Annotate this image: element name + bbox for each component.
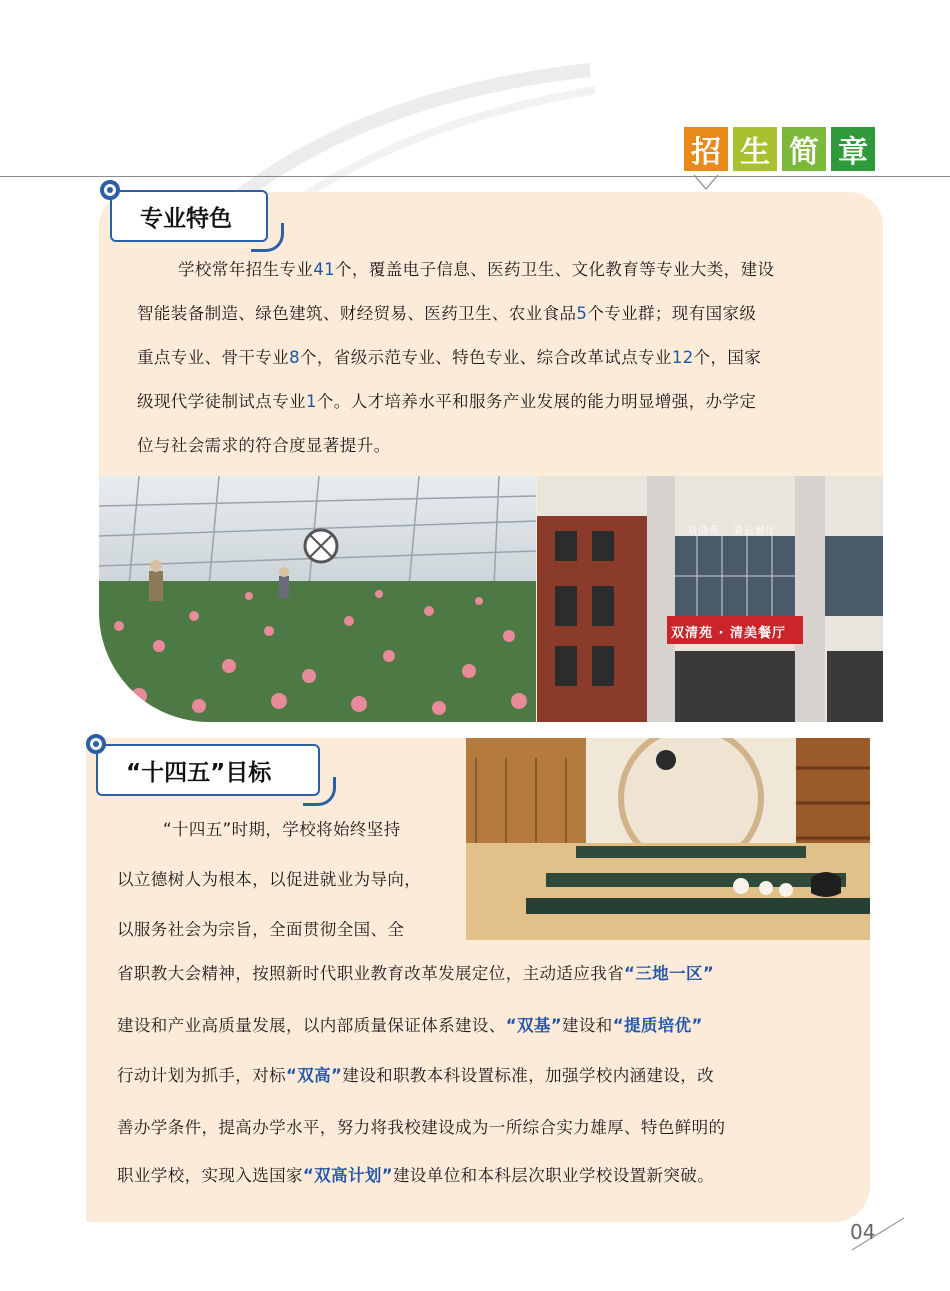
- highlight-double-base: “双基”: [505, 1016, 562, 1035]
- num-pilot: 12: [671, 348, 694, 367]
- greenhouse-photo: [99, 476, 536, 722]
- highlight-double-high-plan: “双高计划”: [302, 1166, 393, 1185]
- goals-line-2: 以立德树人为根本，以促进就业为导向，: [117, 870, 422, 889]
- enrollment-banner: [684, 127, 875, 171]
- majors-line-1: 学校常年招生专业41个，覆盖电子信息、医药卫生、文化教育等专业大类，建设: [178, 260, 775, 279]
- num-apprentice: 1: [306, 392, 317, 411]
- goals-line-4: 省职教大会精神，按照新时代职业教育改革发展定位，主动适应我省“三地一区”: [117, 964, 715, 983]
- num-groups: 5: [576, 304, 588, 323]
- restaurant-photo: [537, 476, 883, 722]
- highlight-quality-up: “提质培优”: [612, 1016, 703, 1035]
- banner-tile-3: 简: [782, 127, 826, 171]
- header-rule: [0, 176, 950, 177]
- title-knob-icon: [100, 180, 120, 200]
- goals-line-1: “十四五”时期，学校将始终坚持: [163, 820, 401, 839]
- restaurant-sign-upper: 双清苑 · 清云餐厅: [687, 526, 777, 537]
- section-title-text: “十四五”目标: [126, 759, 272, 786]
- goals-line-8: 职业学校，实现入选国家“双高计划”建设单位和本科层次职业学校设置新突破。: [117, 1166, 715, 1185]
- banner-tile-2: 生: [733, 127, 777, 171]
- highlight-double-high: “双高”: [286, 1066, 343, 1085]
- majors-line-4: 级现代学徒制试点专业1个。人才培养水平和服务产业发展的能力明显增强，办学定: [137, 392, 757, 411]
- section-title-majors: [110, 190, 268, 242]
- highlight-three-areas: “三地一区”: [624, 964, 715, 983]
- num-key: 8: [289, 348, 301, 367]
- tearoom-photo: [466, 738, 870, 940]
- section-title-goals: [96, 744, 320, 796]
- majors-line-2: 智能装备制造、绿色建筑、财经贸易、医药卫生、农业食品5个专业群；现有国家级: [137, 304, 757, 323]
- banner-notch-icon: [692, 171, 722, 191]
- goals-line-7: 善办学条件，提高办学水平，努力将我校建设成为一所综合实力雄厚、特色鲜明的: [117, 1118, 726, 1137]
- page-number: 04: [850, 1220, 876, 1244]
- restaurant-sign-lower: 双清苑 · 清美餐厅: [671, 626, 786, 641]
- goals-line-6: 行动计划为抓手，对标“双高”建设和职教本科设置标准，加强学校内涵建设，改: [117, 1066, 715, 1085]
- banner-tile-1: 招: [684, 127, 728, 171]
- goals-line-3: 以服务社会为宗旨，全面贯彻全国、全: [117, 920, 405, 939]
- title-knob-icon: [86, 734, 106, 754]
- section-title-text: 专业特色: [140, 205, 232, 232]
- banner-tile-4: 章: [831, 127, 875, 171]
- majors-line-3: 重点专业、骨干专业8个，省级示范专业、特色专业、综合改革试点专业12个，国家: [137, 348, 762, 367]
- goals-line-5: 建设和产业高质量发展，以内部质量保证体系建设、“双基”建设和“提质培优”: [117, 1016, 703, 1035]
- majors-line-5: 位与社会需求的符合度显著提升。: [137, 436, 391, 455]
- num-majors: 41: [313, 260, 335, 279]
